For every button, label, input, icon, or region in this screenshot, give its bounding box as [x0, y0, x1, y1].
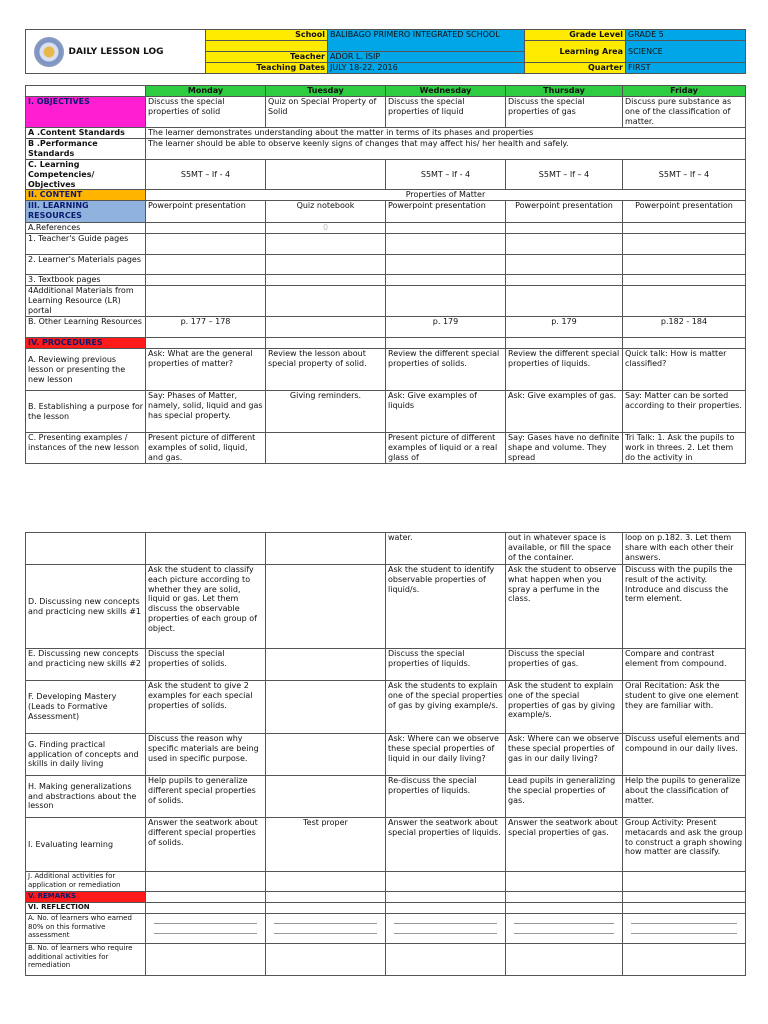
- cell: Ask: Give examples of liquids: [386, 391, 506, 433]
- school-label: School: [206, 30, 328, 41]
- row-label: 1. Teacher's Guide pages: [26, 234, 146, 255]
- cell: Help the pupils to generalize about the classification of matter.: [623, 776, 746, 818]
- cell: Oral Recitation: Ask the student to give one element they are familiar with.: [623, 681, 746, 734]
- blank-line-cell[interactable]: [266, 914, 386, 944]
- row-label: 2. Learner's Materials pages: [26, 255, 146, 275]
- table-row: [26, 234, 746, 255]
- row-label: A. No. of learners who earned 80% on this formative assessment: [26, 914, 146, 944]
- cell: Answer the seatwork about special properties of gas.: [506, 818, 623, 872]
- cell: Tri Talk: 1. Ask the pupils to work in threes. 2. Let them do the activity in: [623, 433, 746, 464]
- row-label: J. Additional activities for application or remediation: [26, 872, 146, 892]
- cell: Compare and contrast element from compound.: [623, 649, 746, 681]
- header-table: [25, 29, 746, 74]
- teaching-dates-value: JULY 18-22, 2016: [328, 63, 525, 74]
- row-label: I. Evaluating learning: [26, 818, 146, 872]
- blank-line-cell[interactable]: [623, 914, 746, 944]
- log-title: DAILY LESSON LOG: [68, 46, 164, 57]
- table-row: [26, 433, 746, 464]
- row-label: II. CONTENT: [26, 190, 146, 201]
- lesson-log-table-1: [25, 85, 746, 464]
- cell: Quiz notebook: [266, 201, 386, 223]
- cell: Group Activity: Present metacards and ask the group to construct a graph showing how matter are classify.: [623, 818, 746, 872]
- teacher-value: ADOR L. ISIP: [328, 52, 525, 63]
- table-row: [26, 97, 746, 128]
- table-row: [26, 286, 746, 317]
- cell: Discuss the special properties of gas.: [506, 649, 623, 681]
- cell: loop on p.182. 3. Let them share with each other their answers.: [623, 533, 746, 565]
- blank-line-cell[interactable]: [506, 914, 623, 944]
- row-label: IV. PROCEDURES: [26, 338, 146, 349]
- cell: The learner demonstrates understanding about the matter in terms of its phases and properties: [146, 128, 746, 139]
- quarter-label: Quarter: [525, 63, 626, 74]
- row-label: B. Other Learning Resources: [26, 317, 146, 338]
- table-row: [26, 391, 746, 433]
- table-row: [26, 818, 746, 872]
- row-label: I. OBJECTIVES: [26, 97, 146, 128]
- cell: Test proper: [266, 818, 386, 872]
- day-header-monday: Monday: [146, 86, 266, 97]
- cell: Present picture of different examples of solid, liquid, and gas.: [146, 433, 266, 464]
- row-label: F. Developing Mastery (Leads to Formative Assessment): [26, 681, 146, 734]
- learning-area-value: SCIENCE: [626, 41, 746, 63]
- cell: Help pupils to generalize different special properties of solids.: [146, 776, 266, 818]
- cell: 0: [266, 223, 386, 234]
- row-label: B. Establishing a purpose for the lesson: [26, 391, 146, 433]
- cell: p. 179: [506, 317, 623, 338]
- school-value: BALIBAGO PRIMERO INTEGRATED SCHOOL: [328, 30, 525, 52]
- teaching-dates-label: Teaching Dates: [206, 63, 328, 74]
- lesson-log-table-2: [25, 532, 746, 976]
- row-label: A .Content Standards: [26, 128, 146, 139]
- cell: Discuss the special properties of gas: [506, 97, 623, 128]
- table-row: [26, 255, 746, 275]
- cell: S5MT – If – 4: [623, 160, 746, 190]
- cell: Discuss useful elements and compound in our daily lives.: [623, 734, 746, 776]
- table-row: [26, 128, 746, 139]
- cell: p. 177 – 178: [146, 317, 266, 338]
- day-header-friday: Friday: [623, 86, 746, 97]
- cell: Lead pupils in generalizing the special properties of gas.: [506, 776, 623, 818]
- quarter-value: FIRST: [626, 63, 746, 74]
- cell: [146, 533, 266, 565]
- cell: Say: Matter can be sorted according to their properties.: [623, 391, 746, 433]
- grade-level-label: Grade Level: [525, 30, 626, 41]
- teacher-label: Teacher: [206, 52, 328, 63]
- cell: Ask the student to give 2 examples for each special properties of solids.: [146, 681, 266, 734]
- cell: Quick talk: How is matter classified?: [623, 349, 746, 391]
- cell: [266, 317, 386, 338]
- cell: [266, 160, 386, 190]
- cell: [266, 533, 386, 565]
- row-label: III. LEARNING RESOURCES: [26, 201, 146, 223]
- cell: Ask: Give examples of gas.: [506, 391, 623, 433]
- cell: [266, 433, 386, 464]
- grade-level-value: GRADE 5: [626, 30, 746, 41]
- cell: Powerpoint presentation: [506, 201, 623, 223]
- cell: Ask: Where can we observe these special properties of gas in our daily living?: [506, 734, 623, 776]
- cell: Review the different special properties of liquids.: [506, 349, 623, 391]
- table-row: [26, 349, 746, 391]
- cell: Properties of Matter: [146, 190, 746, 201]
- table-row: [26, 338, 746, 349]
- cell: Review the different special properties of solids.: [386, 349, 506, 391]
- table-row: [26, 533, 746, 565]
- cell: [266, 734, 386, 776]
- table-row: [26, 139, 746, 160]
- cell: Ask the students to explain one of the special properties of gas by giving example/s.: [386, 681, 506, 734]
- table-row: [26, 944, 746, 976]
- cell: Powerpoint presentation: [386, 201, 506, 223]
- table-row: [26, 190, 746, 201]
- row-label: A. Reviewing previous lesson or presenting the new lesson: [26, 349, 146, 391]
- row-label: C. Learning Competencies/ Objectives: [26, 160, 146, 190]
- cell: Ask the student to explain one of the special properties of gas by giving example/s.: [506, 681, 623, 734]
- cell: Answer the seatwork about special properties of liquids.: [386, 818, 506, 872]
- cell: [266, 681, 386, 734]
- table-row: [26, 872, 746, 892]
- cell: [266, 649, 386, 681]
- cell: Say: Phases of Matter, namely, solid, liquid and gas has special property.: [146, 391, 266, 433]
- cell: Giving reminders.: [266, 391, 386, 433]
- row-label: B. No. of learners who require additional activities for remediation: [26, 944, 146, 976]
- day-header-wednesday: Wednesday: [386, 86, 506, 97]
- table-row: [26, 201, 746, 223]
- cell: Discuss the special properties of solid: [146, 97, 266, 128]
- row-label: V. REMARKS: [26, 892, 146, 903]
- row-label: D. Discussing new concepts and practicing new skills #1: [26, 565, 146, 649]
- cell: Answer the seatwork about different special properties of solids.: [146, 818, 266, 872]
- table-row: [26, 914, 746, 944]
- row-label: 3. Textbook pages: [26, 275, 146, 286]
- cell: The learner should be able to observe keenly signs of changes that may affect his/ her health and safely.: [146, 139, 746, 160]
- deped-seal-icon: [34, 37, 64, 67]
- table-row: [26, 903, 746, 914]
- cell: Discuss the special properties of solids.: [146, 649, 266, 681]
- table-row: [26, 160, 746, 190]
- cell: Discuss pure substance as one of the classification of matter.: [623, 97, 746, 128]
- cell: p.182 - 184: [623, 317, 746, 338]
- row-label: B .Performance Standards: [26, 139, 146, 160]
- row-label: H. Making generalizations and abstractions about the lesson: [26, 776, 146, 818]
- blank-line-cell[interactable]: [386, 914, 506, 944]
- cell: Present picture of different examples of liquid or a real glass of: [386, 433, 506, 464]
- cell: Discuss the special properties of liquids.: [386, 649, 506, 681]
- cell: Powerpoint presentation: [623, 201, 746, 223]
- cell: Ask: Where can we observe these special properties of liquid in our daily living?: [386, 734, 506, 776]
- cell: Powerpoint presentation: [146, 201, 266, 223]
- blank-line-cell[interactable]: [146, 914, 266, 944]
- cell: [266, 565, 386, 649]
- cell: S5MT – If - 4: [146, 160, 266, 190]
- header-logo-cell: [26, 30, 206, 74]
- learning-area-label: Learning Area: [525, 41, 626, 63]
- day-header-thursday: Thursday: [506, 86, 623, 97]
- table-row: [26, 734, 746, 776]
- cell: [266, 776, 386, 818]
- cell: Ask the student to identify observable properties of liquid/s.: [386, 565, 506, 649]
- table-row: [26, 649, 746, 681]
- table-row: [26, 565, 746, 649]
- cell: Discuss the reason why specific materials are being used in specific purpose.: [146, 734, 266, 776]
- row-label: C. Presenting examples / instances of the new lesson: [26, 433, 146, 464]
- cell: out in whatever space is available, or fill the space of the container.: [506, 533, 623, 565]
- row-label: VI. REFLECTION: [26, 903, 146, 914]
- cell: Review the lesson about special property of solid.: [266, 349, 386, 391]
- cell: Say: Gases have no definite shape and volume. They spread: [506, 433, 623, 464]
- cell: Ask: What are the general properties of matter?: [146, 349, 266, 391]
- cell: water.: [386, 533, 506, 565]
- row-label: E. Discussing new concepts and practicing new skills #2: [26, 649, 146, 681]
- cell: Quiz on Special Property of Solid: [266, 97, 386, 128]
- table-row: [26, 275, 746, 286]
- table-row: [26, 681, 746, 734]
- row-label: A.References: [26, 223, 146, 234]
- cell: S5MT – If – 4: [506, 160, 623, 190]
- cell: Ask the student to classify each picture according to whether they are solid, liquid or gas. Let them discuss the observable properties of each group of object.: [146, 565, 266, 649]
- cell: p. 179: [386, 317, 506, 338]
- row-label: 4Additional Materials from Learning Resource (LR) portal: [26, 286, 146, 317]
- table-row: [26, 223, 746, 234]
- cell: Discuss with the pupils the result of the activity. Introduce and discuss the term element.: [623, 565, 746, 649]
- cell: Re-discuss the special properties of liquids.: [386, 776, 506, 818]
- table-row: [26, 317, 746, 338]
- table-row: [26, 892, 746, 903]
- table-row: [26, 776, 746, 818]
- cell: S5MT – If - 4: [386, 160, 506, 190]
- cell: Discuss the special properties of liquid: [386, 97, 506, 128]
- row-label: G. Finding practical application of concepts and skills in daily living: [26, 734, 146, 776]
- day-header-tuesday: Tuesday: [266, 86, 386, 97]
- cell: Ask the student to observe what happen when you spray a perfume in the class.: [506, 565, 623, 649]
